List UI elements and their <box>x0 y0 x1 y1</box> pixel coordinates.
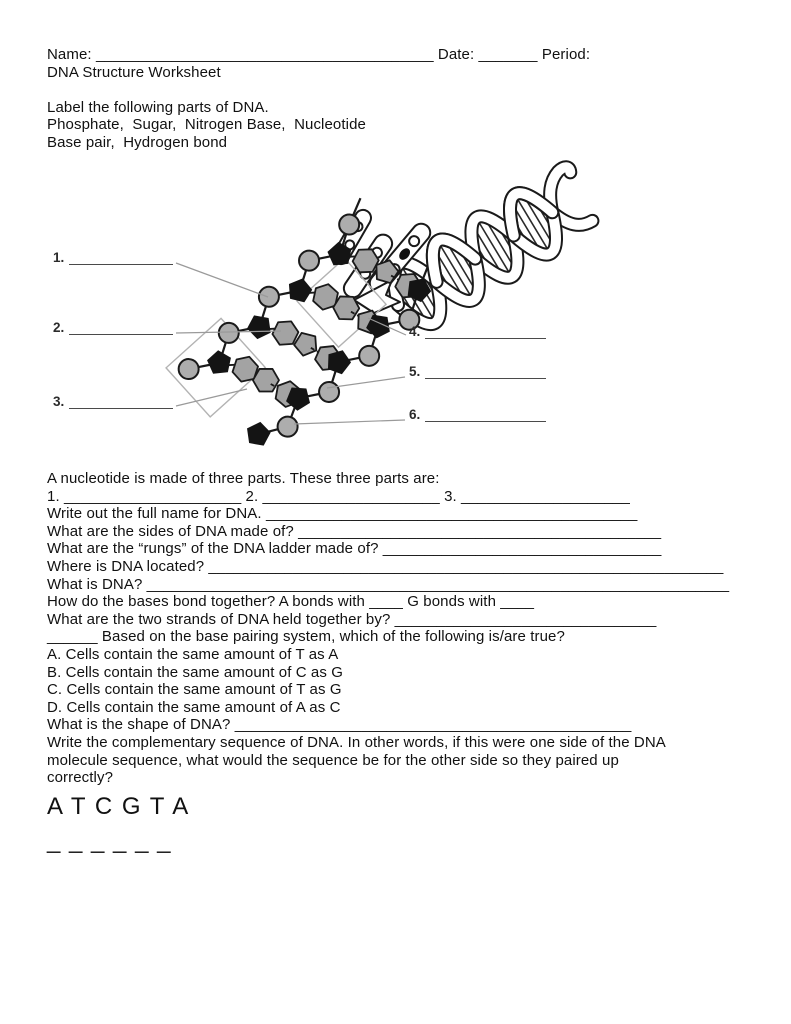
q-full-name-dna: Write out the full name for DNA. ____________________________________________ <box>47 505 638 523</box>
diagram-label-5 <box>409 365 546 379</box>
q-complementary-2: molecule sequence, what would the sequence be for the other side so they paired up <box>47 751 619 769</box>
diagram-label-6 <box>409 408 546 422</box>
diagram-label-4 <box>409 325 546 339</box>
label-number: 2. <box>53 320 65 335</box>
q-nucleotide-parts-blanks: 1. _____________________ 2. _____________________ 3. ____________________ <box>47 487 630 505</box>
q-shape-of-dna: What is the shape of DNA? _______________________________________________ <box>47 716 632 734</box>
worksheet-title: DNA Structure Worksheet <box>47 63 221 81</box>
q-base-pairing-truth: ______ Based on the base pairing system, which of the following is/are true? <box>47 628 565 646</box>
choice-b: B. Cells contain the same amount of C as G <box>47 663 344 681</box>
q-complementary-3: correctly? <box>47 769 114 787</box>
q-where-located: Where is DNA located? _____________________________________________________________ <box>47 557 724 575</box>
header-block <box>47 46 590 152</box>
label-number: 3. <box>53 394 65 409</box>
q-complementary-1: Write the complementary sequence of DNA. In other words, if this were one side of the DNA <box>47 733 666 751</box>
label-blank-2 <box>69 321 173 335</box>
label-blank-6 <box>425 408 546 422</box>
word-bank-line-1: Phosphate, Sugar, Nitrogen Base, Nucleotide <box>47 116 366 134</box>
diagram-label-2 <box>53 321 173 335</box>
q-rungs-of-ladder: What are the “rungs” of the DNA ladder made of? _________________________________ <box>47 540 662 558</box>
label-number: 6. <box>409 407 421 422</box>
q-what-is-dna: What is DNA? _____________________________________________________________________ <box>47 575 730 593</box>
label-number: 4. <box>409 324 421 339</box>
label-blank-5 <box>425 365 546 379</box>
label-number: 1. <box>53 250 65 265</box>
label-blank-1 <box>69 251 173 265</box>
answer-sequence-blanks: _ _ _ _ _ _ <box>47 827 172 854</box>
q-nucleotide-parts: A nucleotide is made of three parts. These three parts are: <box>47 470 440 487</box>
q-strands-held-by: What are the two strands of DNA held together by? _______________________________ <box>47 610 657 628</box>
labeling-instruction: Label the following parts of DNA. <box>47 98 269 116</box>
label-blank-3 <box>69 395 173 409</box>
choice-a: A. Cells contain the same amount of T as A <box>47 645 339 663</box>
choice-d: D. Cells contain the same amount of A as C <box>47 698 341 716</box>
diagram-label-1 <box>53 251 173 265</box>
question-block <box>47 470 729 787</box>
dna-diagram <box>0 160 640 472</box>
label-number: 5. <box>409 364 421 379</box>
q-sides-of-dna: What are the sides of DNA made of? ___________________________________________ <box>47 522 662 540</box>
name-date-period-line: Name: ________________________________________ Date: _______ Period: <box>47 46 591 63</box>
choice-c: C. Cells contain the same amount of T as G <box>47 681 342 699</box>
diagram-label-3 <box>53 395 173 409</box>
given-dna-sequence: A T C G T A <box>47 793 190 820</box>
spacer-line <box>47 81 590 99</box>
word-bank-line-2: Base pair, Hydrogen bond <box>47 133 228 151</box>
label-blank-4 <box>425 325 546 339</box>
q-base-bonding: How do the bases bond together? A bonds with ____ G bonds with ____ <box>47 593 535 611</box>
